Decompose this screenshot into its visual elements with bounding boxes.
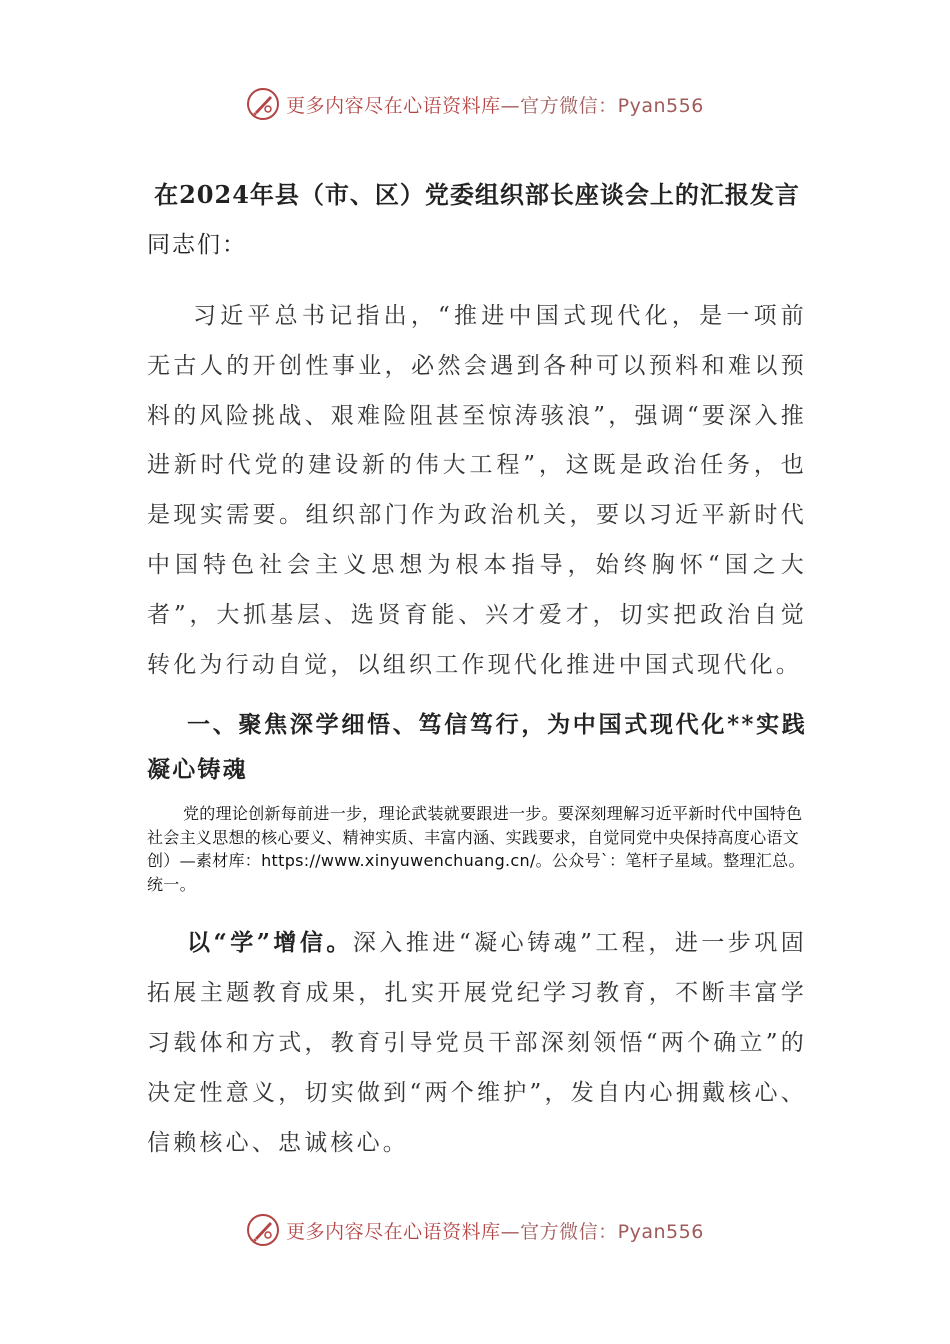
- watermark-wechat-text: —官方微信：Pyan556: [500, 94, 704, 117]
- note-url-link[interactable]: https://www.xinyuwenchuang.cn/: [261, 851, 536, 871]
- quill-logo-icon: [246, 87, 280, 121]
- watermark-brand-text: 更多内容尽在心语资料库: [286, 94, 501, 117]
- watermark-brand-text: 更多内容尽在心语资料库: [286, 1220, 501, 1243]
- document-body: [147, 170, 807, 1168]
- section-1-heading: 一、聚焦深学细悟、笃信笃行，为中国式现代化**实践凝心铸魂: [147, 711, 807, 784]
- study-body: 深入推进“凝心铸魂”工程，进一步巩固拓展主题教育成果，扎实开展党纪学习教育，不断丰富学习载体和方式，教育引导党员干部深刻领悟“两个确立”的决定性意义，切实做到“两个维护”，发自内心拥戴核心、信赖核心、忠诚核心。: [147, 930, 807, 1156]
- quill-logo-icon: [246, 1213, 280, 1247]
- section-1-note: [147, 802, 807, 896]
- footer-watermark: [0, 1210, 950, 1250]
- header-watermark: [0, 84, 950, 124]
- study-lead: 以“学”增信。: [187, 929, 353, 957]
- document-title: 在2024年县（市、区）党委组织部长座谈会上的汇报发言: [154, 180, 800, 209]
- greeting: 同志们：: [147, 232, 247, 258]
- study-paragraph: [147, 918, 807, 1168]
- watermark-wechat-text: —官方微信：Pyan556: [500, 1220, 704, 1243]
- intro-paragraph: 习近平总书记指出，“推进中国式现代化，是一项前无古人的开创性事业，必然会遇到各种可以预料和难以预料的风险挑战、艰难险阻甚至惊涛骇浪”，强调“要深入推进新时代党的建设新的伟大工程”，这既是政治任务，也是现实需要。组织部门作为政治机关，要以习近平新时代中国特色社会主义思想为根本指导，始终胸怀“国之大者”，大抓基层、选贤育能、兴才爱才，切实把政治自觉转化为行动自觉，以组织工作现代化推进中国式现代化。: [147, 303, 807, 678]
- note-text-b: 。公众号`：笔杆子星域。整理汇总。统一。: [147, 851, 805, 894]
- note-text-a: 党的理论创新每前进一步，理论武装就要跟进一步。要深刻理解习近平新时代中国特色社会主义思想的核心要义、精神实质、丰富内涵、实践要求，自觉同党中央保持高度心语文创）—素材库：: [147, 804, 803, 871]
